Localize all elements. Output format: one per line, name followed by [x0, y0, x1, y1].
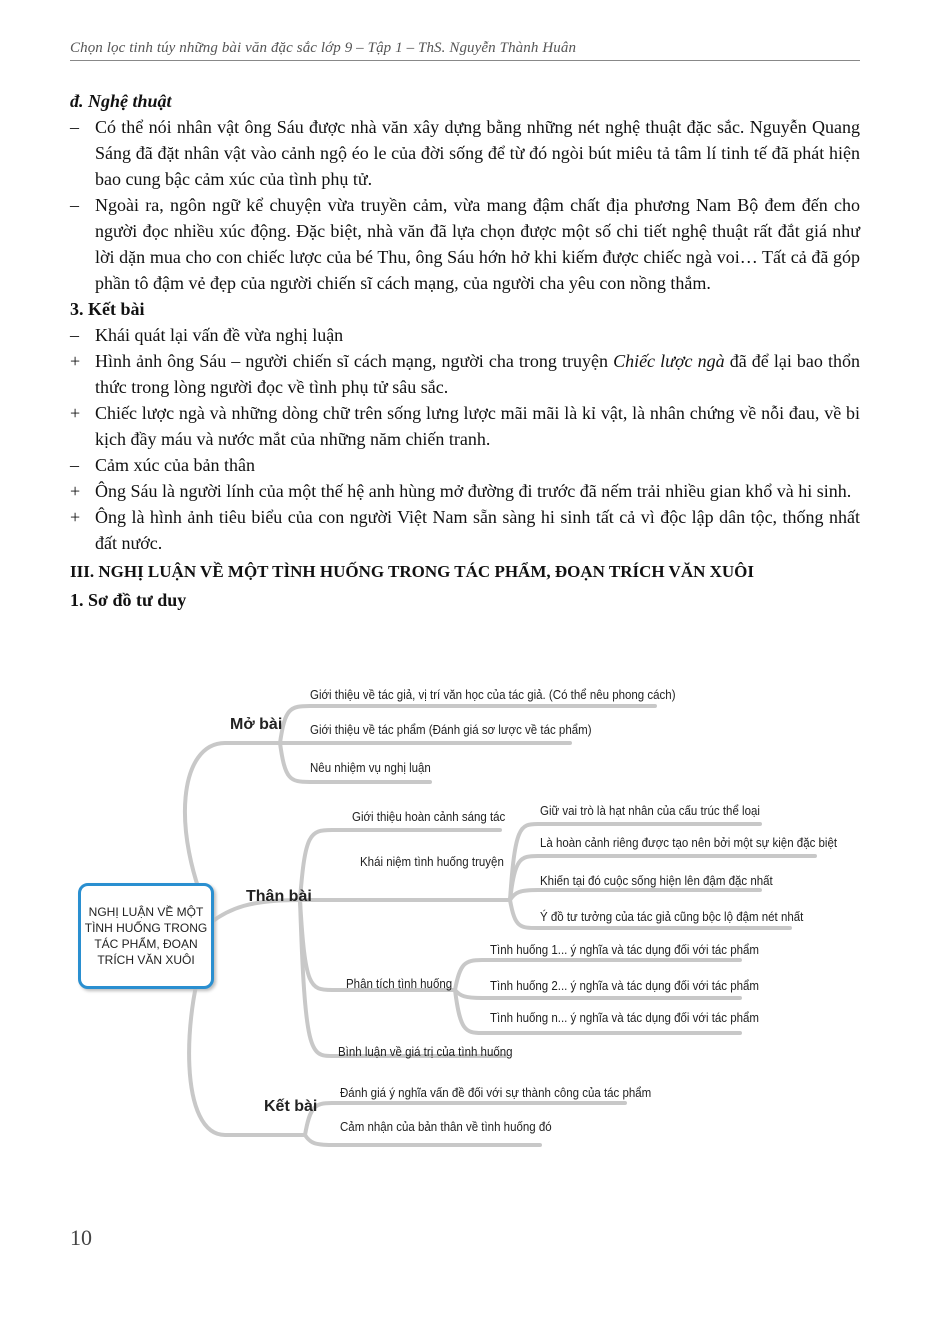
list-item: [70, 114, 860, 192]
phan-tich-item: Tình huống 1... ý nghĩa và tác dụng đối với tác phẩm: [490, 943, 760, 957]
list-item-text: Chiếc lược ngà và những dòng chữ trên sống lưng lược mãi mãi là kỉ vật, là nhân chứng về nỗi đau, về bi kịch đầy máu và nước mắt của những năm chiến tranh.: [95, 403, 860, 449]
list-marker: –: [70, 455, 79, 475]
list-marker: +: [70, 403, 81, 423]
khai-niem-item: Khiến tại đó cuộc sống hiện lên đậm đặc nhất: [540, 874, 773, 888]
list-item: [70, 478, 860, 504]
list-item: [70, 348, 860, 400]
branch-mo-bai: Mở bài: [230, 716, 283, 733]
section-d-heading: đ. Nghệ thuật: [70, 91, 172, 111]
list-marker: –: [70, 117, 79, 137]
section-III-heading: III. NGHỊ LUẬN VỀ MỘT TÌNH HUỐNG TRONG TÁC PHẨM, ĐOẠN TRÍCH VĂN XUÔI: [70, 562, 755, 581]
mindmap-heading: 1. Sơ đồ tư duy: [70, 590, 187, 610]
khai-niem-item: Là hoàn cảnh riêng được tạo nên bởi một sự kiện đặc biệt: [540, 836, 838, 850]
branch-ket-bai: Kết bài: [264, 1098, 318, 1115]
ket-bai-item: Cảm nhận của bản thân về tình huống đó: [340, 1120, 552, 1134]
section-3-heading: 3. Kết bài: [70, 299, 145, 319]
list-item-text: Có thể nói nhân vật ông Sáu được nhà văn xây dựng bằng những nét nghệ thuật đặc sắc. Nguyễn Quang Sáng đã đặt nhân vật vào cảnh ngộ éo le của đời sống để từ đó ngòi bút miêu tả tâm lí tinh tế đã phát hiện bao cung bậc cảm xúc của tình phụ tử.: [95, 117, 860, 189]
mindmap-center-node: NGHỊ LUẬN VỀ MỘT TÌNH HUỐNG TRONG TÁC PHẨM, ĐOẠN TRÍCH VĂN XUÔI: [78, 883, 214, 989]
list-item: [70, 192, 860, 296]
mo-bai-item: Nêu nhiệm vụ nghị luận: [310, 761, 431, 775]
list-item-text: Ngoài ra, ngôn ngữ kể chuyện vừa truyền cảm, vừa mang đậm chất địa phương Nam Bộ đem đến cho người đọc nhiều xúc động. Đặc biệt, nhà văn đã lựa chọn được một số chi tiết nghệ thuật rất đắt giá như lời dặn mua cho con chiếc lược của bé Thu, ông Sáu hớn hở khi kiếm được chiếc ngà voi… Tất cả đã góp phần tô đậm vẻ đẹp của người chiến sĩ cách mạng, của người cha yêu con nồng thắm.: [95, 195, 860, 293]
list-item: [70, 504, 860, 556]
than-bai-item: Phân tích tình huống: [346, 977, 453, 991]
list-marker: –: [70, 195, 79, 215]
mind-map: [70, 678, 870, 1158]
than-bai-item: Bình luận về giá trị của tình huống: [338, 1045, 513, 1059]
list-item-text: đã để lại bao thổn thức trong lòng người đọc về tình phụ tử sâu sắc.: [95, 351, 860, 397]
list-marker: –: [70, 325, 79, 345]
than-bai-item: Khái niệm tình huống truyện: [360, 855, 504, 869]
list-item: [70, 322, 860, 348]
khai-niem-item: Ý đồ tư tưởng của tác giả cũng bộc lộ đậm nét nhất: [540, 910, 804, 924]
page-number: 10: [70, 1225, 92, 1250]
list-marker: +: [70, 507, 81, 527]
phan-tich-item: Tình huống n... ý nghĩa và tác dụng đối với tác phẩm: [490, 1011, 760, 1025]
list-item-text: Khái quát lại vấn đề vừa nghị luận: [95, 325, 344, 345]
book-title: Chiếc lược ngà: [613, 351, 725, 371]
page-header: Chọn lọc tinh túy những bài văn đặc sắc lớp 9 – Tập 1 – ThS. Nguyễn Thành Huân: [70, 40, 860, 61]
list-item: [70, 400, 860, 452]
branch-than-bai: Thân bài: [246, 888, 312, 905]
khai-niem-item: Giữ vai trò là hạt nhân của cấu trúc thể loại: [540, 804, 760, 818]
list-item-text: Cảm xúc của bản thân: [95, 455, 255, 475]
mo-bai-item: Giới thiệu về tác giả, vị trí văn học của tác giả. (Có thể nêu phong cách): [310, 688, 676, 702]
than-bai-item: Giới thiệu hoàn cảnh sáng tác: [352, 810, 506, 824]
list-item-text: Hình ảnh ông Sáu – người chiến sĩ cách mạng, người cha trong truyện: [95, 351, 614, 371]
page-content: [70, 88, 860, 613]
phan-tich-item: Tình huống 2... ý nghĩa và tác dụng đối với tác phẩm: [490, 979, 760, 993]
list-marker: +: [70, 351, 81, 371]
mo-bai-item: Giới thiệu về tác phẩm (Đánh giá sơ lược về tác phẩm): [310, 723, 592, 737]
list-item: [70, 452, 860, 478]
list-marker: +: [70, 481, 81, 501]
ket-bai-item: Đánh giá ý nghĩa vấn đề đối với sự thành công của tác phẩm: [340, 1086, 652, 1100]
list-item-text: Ông là hình ảnh tiêu biểu của con người Việt Nam sẵn sàng hi sinh tất cả vì độc lập dân tộc, thống nhất đất nước.: [95, 507, 860, 553]
list-item-text: Ông Sáu là người lính của một thế hệ anh hùng mở đường đi trước đã nếm trải nhiều gian khổ và hi sinh.: [95, 481, 852, 501]
